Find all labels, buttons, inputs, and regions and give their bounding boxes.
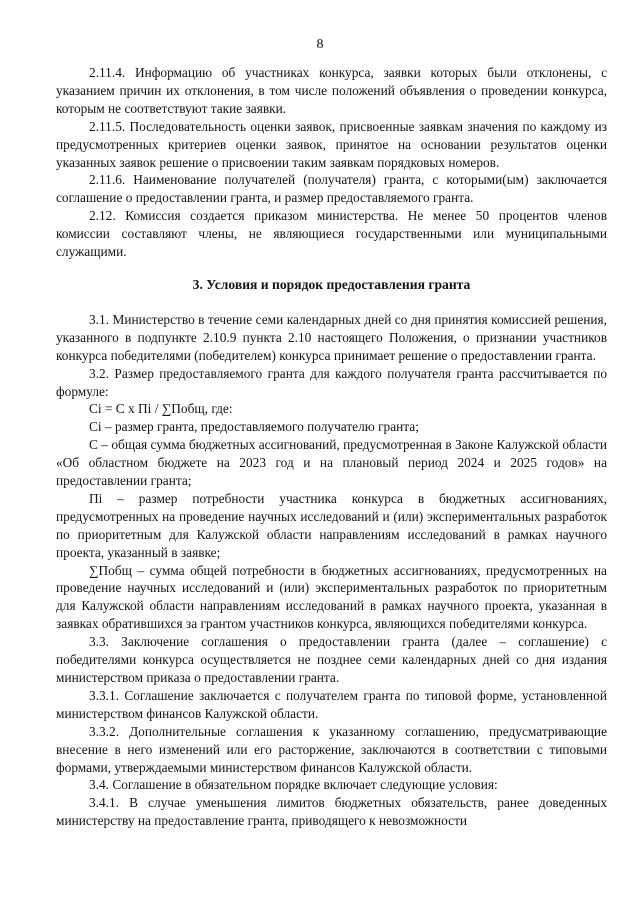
formula-term-ci: Ci – размер гранта, предоставляемого получателю гранта; <box>89 419 419 435</box>
paragraph-2-12: 2.12. Комиссия создается приказом министерства. Не менее 50 процентов членов комиссии составляют члены, не являющиеся государственными или муниципальными служащими. <box>56 208 607 260</box>
formula-term-c: С – общая сумма бюджетных ассигнований, предусмотренная в Законе Калужской области «Об областном бюджете на 2023 год и на плановый период 2024 и 2025 годов» на предоставлении гранта; <box>56 437 607 489</box>
paragraph-3-3: 3.3. Заключение соглашения о предоставлении гранта (далее – соглашение) с победителями конкурса осуществляется не позднее семи календарных дней со дня издания министерством приказа о предоставлении гранта. <box>56 634 607 685</box>
paragraph-3-4: 3.4. Соглашение в обязательном порядке включает следующие условия: <box>89 777 498 793</box>
paragraph-3-3-2: 3.3.2. Дополнительные соглашения к указанному соглашению, предусматривающие внесение в него изменений или его расторжение, заключаются в соответствии с типовыми формами, утверждаемыми министерством финансов Калужской области. <box>56 723 607 775</box>
formula-term-sum: ∑Побщ – сумма общей потребности в бюджетных ассигнованиях, предусмотренных на проведение научных исследований и (или) экспериментальных разработок по приоритетным для Калужской области направлениям исследований в рамках научного проекта, указанная в заявках обратившихся за грантом участников конкурса, являющихся победителями конкурса. <box>56 562 607 632</box>
section-heading: 3. Условия и порядок предоставления гранта <box>192 276 471 292</box>
paragraph-3-1: 3.1. Министерство в течение семи календарных дней со дня принятия комиссией решения, указанного в подпункте 2.10.9 пункта 2.10 настоящего Положения, о признании участников конкурса победителями (победителем) конкурса принимает решение о предоставлении гранта. <box>56 311 607 363</box>
formula: Ci = С x Пi / ∑Побщ, где: <box>89 401 233 417</box>
paragraph-2-11-6: 2.11.6. Наименование получателей (получателя) гранта, с которыми(ым) заключается соглашение о предоставлении гранта, и размер предоставляемого гранта. <box>56 172 607 206</box>
page-number: 8 <box>316 37 324 52</box>
paragraph-2-11-4: 2.11.4. Информацию об участниках конкурса, заявки которых были отклонены, с указанием причин их отклонения, в том числе положений объявления о проведении конкурса, которым не соответствуют такие заявки. <box>56 65 607 116</box>
paragraph-3-3-1: 3.3.1. Соглашение заключается с получателем гранта по типовой форме, установленной министерством финансов Калужской области. <box>56 687 607 721</box>
paragraph-3-4-1: 3.4.1. В случае уменьшения лимитов бюджетных обязательств, ранее доведенных министерству на предоставление гранта, приводящего к невозможности <box>56 795 607 829</box>
formula-term-pi: Пi – размер потребности участника конкурса в бюджетных ассигнованиях, предусмотренных на проведение научных исследований и (или) экспериментальных разработок по приоритетным для Калужской области направлениям исследований в рамках научного проекта, указанный в заявке; <box>56 490 607 560</box>
document-body <box>56 64 607 830</box>
paragraph-3-2: 3.2. Размер предоставляемого гранта для каждого получателя гранта рассчитывается по формуле: <box>56 365 607 399</box>
paragraph-2-11-5: 2.11.5. Последовательность оценки заявок, присвоенные заявкам значения по каждому из предусмотренных критериев оценки заявок, принятое на основании результатов оценки указанных заявок решение о присвоении таким заявкам порядковых номеров. <box>56 118 607 170</box>
